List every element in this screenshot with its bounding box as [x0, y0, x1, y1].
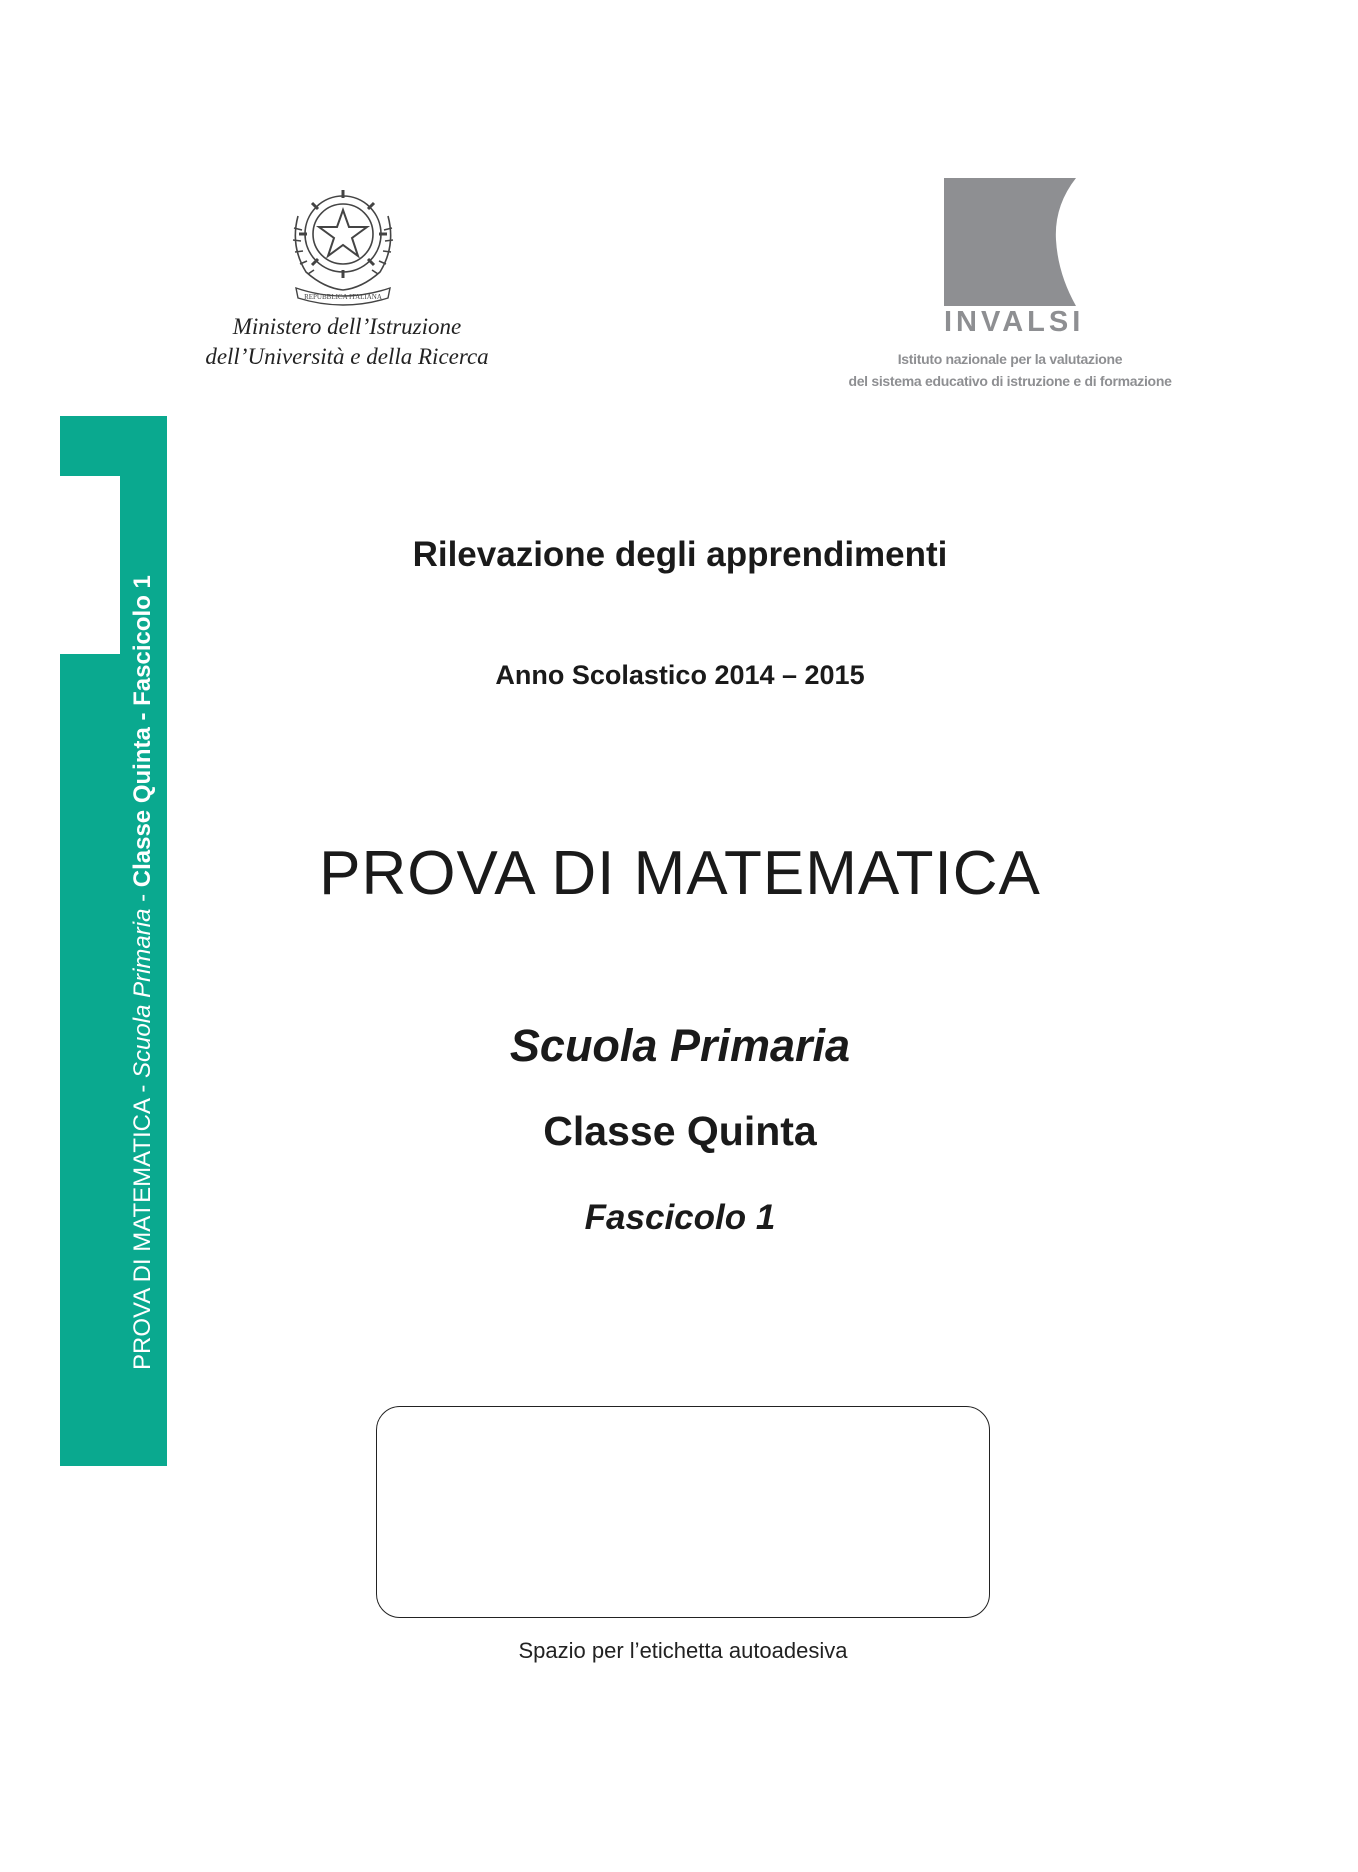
emblem-ribbon-text: REPUBBLICA ITALIANA [304, 293, 382, 301]
italian-republic-emblem-icon [284, 176, 402, 306]
spine-separator: - [129, 1077, 156, 1100]
invalsi-subtitle-line-1: Istituto nazionale per la valutazione [897, 351, 1123, 367]
school-level: Scuola Primaria [509, 1020, 851, 1071]
spine-separator: - [129, 887, 156, 909]
sticker-caption: Spazio per l’etichetta autoadesiva [518, 1638, 848, 1663]
invalsi-subtitle [830, 348, 1190, 392]
spine-school: Scuola Primaria [129, 908, 156, 1078]
ministry-line-2: dell’Università e della Ricerca [205, 344, 489, 369]
spine-notch [60, 476, 120, 654]
invalsi-logo-icon [944, 178, 1076, 306]
ministry-name [160, 312, 534, 372]
class-name: Classe Quinta [543, 1108, 817, 1154]
page-title: PROVA DI MATEMATICA [319, 839, 1041, 908]
spine-subject: PROVA DI MATEMATICA [129, 1099, 156, 1370]
ministry-line-1: Ministero dell’Istruzione [232, 314, 462, 339]
sticker-box [376, 1406, 990, 1618]
invalsi-name: INVALSI [944, 306, 1085, 338]
school-year: Anno Scolastico 2014 – 2015 [495, 660, 865, 690]
invalsi-subtitle-line-2: del sistema educativo di istruzione e di formazione [848, 373, 1172, 389]
survey-title: Rilevazione degli apprendimenti [412, 535, 948, 574]
booklet-number: Fascicolo 1 [584, 1198, 776, 1237]
spine-class-booklet: Classe Quinta - Fascicolo 1 [129, 575, 156, 888]
